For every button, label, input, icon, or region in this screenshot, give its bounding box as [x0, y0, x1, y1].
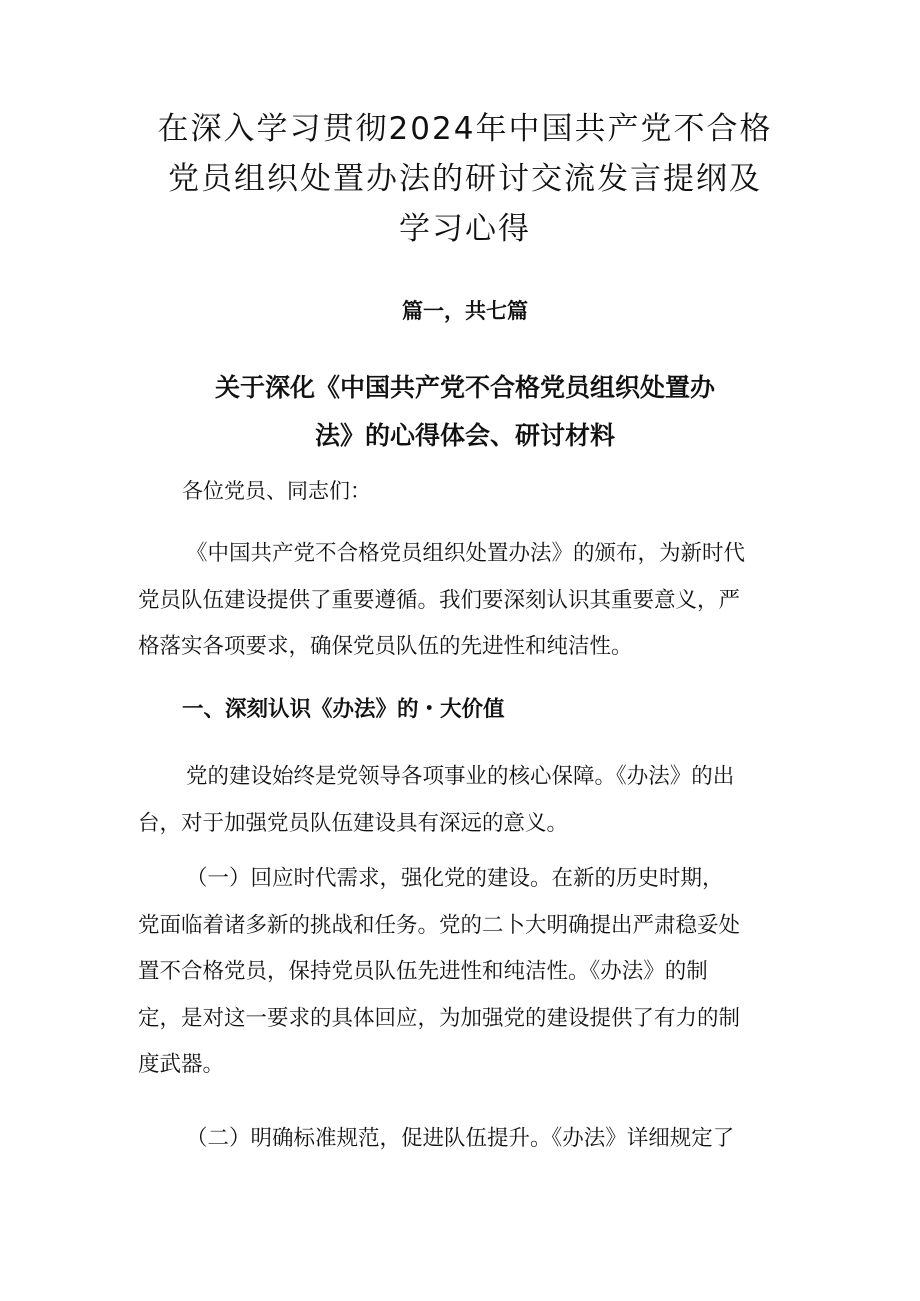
article-title — [138, 364, 792, 460]
document-title — [138, 104, 792, 254]
article-title-line: 法》的心得体会、研讨材料 — [314, 421, 615, 450]
document-title-line: 在深入学习贯彻2024年中国共产党不合格 — [157, 111, 773, 147]
paragraph-line: 《中国共产党不合格党员组织处置办法》的颁布，为新时代 — [186, 541, 746, 566]
paragraph-line: 置不合格党员，保持党员队伍先进性和纯洁性。《办法》的制 — [138, 959, 708, 984]
document-title-line: 党员组织处置办法的研讨交流发言提纲及 — [168, 161, 762, 197]
paragraph-intro — [138, 531, 798, 671]
salutation: 各位党员、同志们： — [182, 479, 371, 503]
paragraph-line: 格落实各项要求，确保党员队伍的先进性和纯洁性。 — [138, 634, 633, 659]
paragraph-line: 台，对于加强党员队伍建设具有深远的意义。 — [138, 810, 569, 836]
paragraph-line: 党员队伍建设提供了重要遵循。我们要深刻认识其重要意义，严 — [138, 587, 741, 613]
paragraph-line: （一）回应时代需求，强化党的建设。在新的历史时期， — [186, 866, 724, 891]
article-title-line: 关于深化《中国共产党不合格党员组织处置办 — [214, 373, 715, 402]
document-title-line: 学习心得 — [399, 211, 531, 247]
paragraph-line: 定，是对这一要求的具体回应，为加强党的建设提供了有力的制 — [138, 1005, 741, 1031]
paragraph-point-2 — [138, 1116, 798, 1163]
paragraph-line: 度武器。 — [138, 1052, 225, 1077]
section-heading-1: 一、深刻认识《办法》的・大价值 — [182, 697, 505, 722]
paragraph-line: （二）明确标准规范，促进队伍提升。《办法》详细规定了 — [186, 1126, 735, 1151]
paragraph-line: 党面临着诸多新的挑战和任务。党的二卜大明确提出严肃稳妥处 — [138, 912, 741, 938]
paragraph-line: 党的建设始终是党领导各项事业的核心保障。《办法》的出 — [186, 764, 735, 789]
paragraph-section-1 — [138, 754, 798, 847]
document-subtitle: 篇一，共七篇 — [402, 298, 528, 323]
paragraph-point-1 — [138, 856, 798, 1089]
